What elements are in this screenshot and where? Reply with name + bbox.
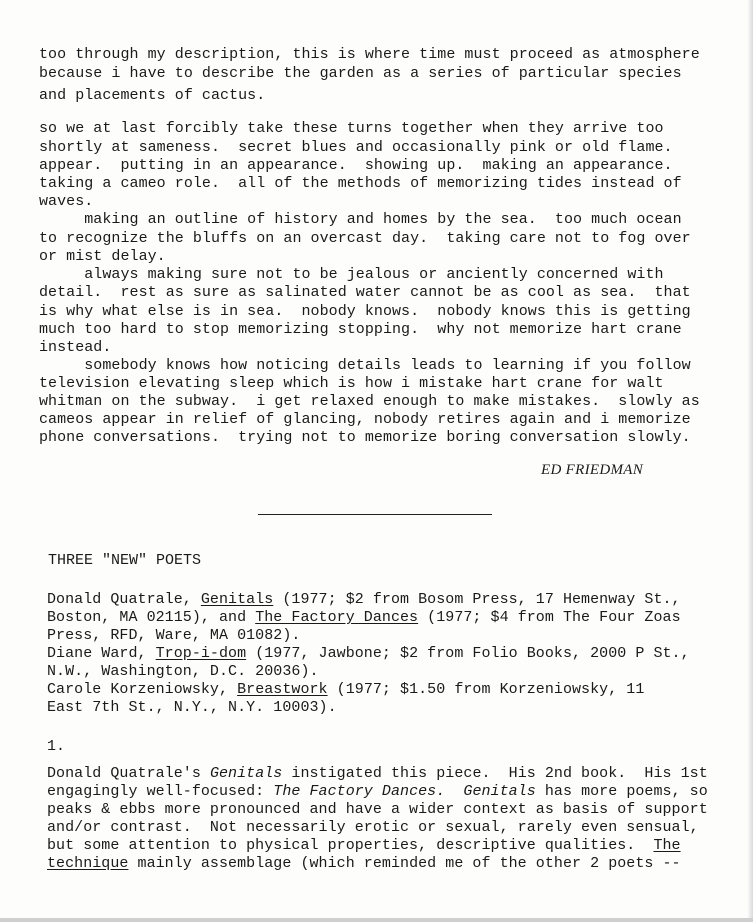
poem-line: to recognize the bluffs on an overcast day. taking care not to fog over xyxy=(39,230,691,247)
poem-line: instead. xyxy=(39,339,112,356)
book-title: The Factory Dances. xyxy=(273,783,446,800)
bibliography-entry-quatrale xyxy=(47,609,681,627)
underlined-text: The xyxy=(653,837,681,854)
poem-line: television elevating sleep which is how i mistake hart crane for walt xyxy=(39,375,664,392)
poem-line: always making sure not to be jealous or anciently concerned with xyxy=(39,266,664,283)
book-title: Genitals xyxy=(209,765,283,782)
poem-line: cameos appear in relief of glancing, nobody retires again and i memorize xyxy=(39,411,691,428)
scan-edge-shadow xyxy=(0,918,753,922)
review-body-line: and/or contrast. Not necessarily erotic or sexual, rarely even sensual, xyxy=(47,819,699,836)
poem-line: detail. rest as sure as salinated water cannot be as cool as sea. that xyxy=(39,284,691,301)
book-title: Genitals xyxy=(200,591,274,608)
poem-line: taking a cameo role. all of the methods of memorizing tides instead of xyxy=(39,175,682,192)
entry-text: Donald Quatrale, xyxy=(47,591,201,608)
poem-line: because i have to describe the garden as a series of particular species xyxy=(39,65,682,82)
book-title: The Factory Dances xyxy=(255,609,419,626)
poem-line: or mist delay. xyxy=(39,248,166,265)
entry-text: Diane Ward, xyxy=(47,645,156,662)
body-text: instigated this piece. His 2nd book. His 1st xyxy=(282,765,708,782)
book-title: Breastwork xyxy=(237,681,328,698)
body-text: but some attention to physical properties, descriptive qualities. xyxy=(47,837,654,854)
body-text: Donald Quatrale's xyxy=(47,765,210,782)
poem-line: so we at last forcibly take these turns together when they arrive too xyxy=(39,120,664,137)
poem-line: somebody knows how noticing details leads to learning if you follow xyxy=(39,357,691,374)
entry-text: (1977, Jawbone; $2 from Folio Books, 2000 P St., xyxy=(246,645,690,662)
body-text: has more poems, so xyxy=(535,783,708,800)
poem-line: much too hard to stop memorizing stopping. why not memorize hart crane xyxy=(39,321,682,338)
poem-author-signature: ED FRIEDMAN xyxy=(541,462,644,478)
review-body-line xyxy=(47,765,708,783)
poem-line: and placements of cactus. xyxy=(39,87,266,104)
poem-line: waves. xyxy=(39,193,94,210)
review-heading: THREE "NEW" POETS xyxy=(48,552,202,569)
entry-text: (1977; $1.50 from Korzeniowsky, 11 xyxy=(327,681,645,698)
bibliography-entry-korzeniowsky: East 7th St., N.Y., N.Y. 10003). xyxy=(47,699,337,716)
book-title: Genitals xyxy=(463,783,536,800)
body-text: mainly assemblage (which reminded me of the other 2 poets -- xyxy=(128,855,681,872)
poem-line: shortly at sameness. secret blues and occasionally pink or old flame. xyxy=(39,139,673,156)
poem-line: too through my description, this is where time must proceed as atmosphere xyxy=(39,46,700,63)
poem-line: making an outline of history and homes by the sea. too much ocean xyxy=(39,211,682,228)
poem-line: is why what else is in sea. nobody knows. nobody knows this is getting xyxy=(39,303,691,320)
section-divider xyxy=(258,514,492,515)
bibliography-entry-quatrale xyxy=(47,591,681,609)
entry-text: Boston, MA 02115), and xyxy=(47,609,256,626)
entry-text: (1977; $2 from Bosom Press, 17 Hemenway St., xyxy=(273,591,681,608)
poem-line: whitman on the subway. i get relaxed enough to make mistakes. slowly as xyxy=(39,393,700,410)
entry-text: (1977; $4 from The Four Zoas xyxy=(418,609,681,626)
bibliography-entry-ward: N.W., Washington, D.C. 20036). xyxy=(47,663,319,680)
review-body-line xyxy=(47,837,681,855)
body-text: engagingly well-focused: xyxy=(47,783,274,800)
underlined-text: technique xyxy=(47,855,129,872)
scan-edge-shadow xyxy=(747,0,753,922)
section-number: 1. xyxy=(47,738,66,755)
book-title: Trop-i-dom xyxy=(155,645,247,662)
bibliography-entry-quatrale: Press, RFD, Ware, MA 01082). xyxy=(47,627,301,644)
review-body-line: peaks & ebbs more pronounced and have a wider context as basis of support xyxy=(47,801,708,818)
entry-text: Carole Korzeniowsky, xyxy=(47,681,238,698)
body-text xyxy=(445,783,463,800)
poem-line: phone conversations. trying not to memorize boring conversation slowly. xyxy=(39,429,691,446)
bibliography-entry-ward xyxy=(47,645,690,663)
review-body-line xyxy=(47,855,681,873)
bibliography-entry-korzeniowsky xyxy=(47,681,644,699)
review-body-line xyxy=(47,783,708,801)
poem-line: appear. putting in an appearance. showing up. making an appearance. xyxy=(39,157,673,174)
